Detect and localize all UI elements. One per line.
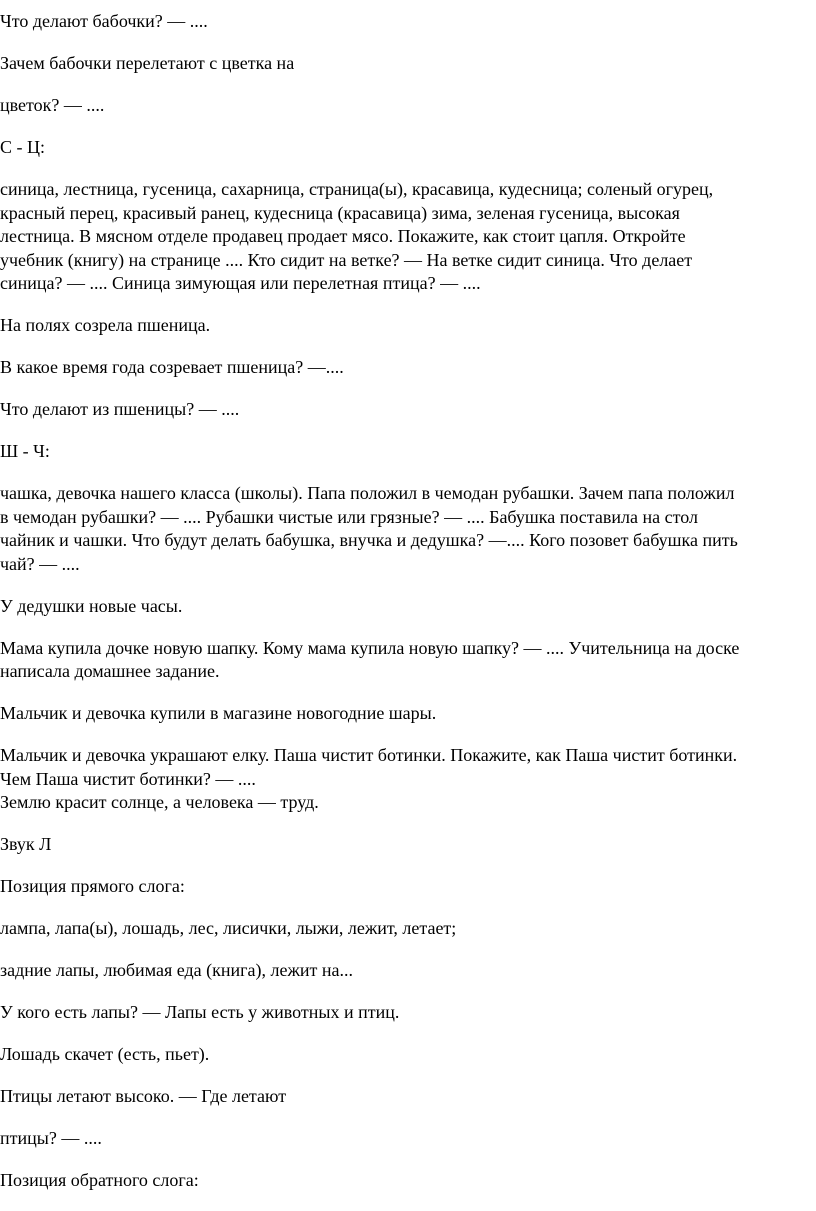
paragraph-l-words bbox=[0, 917, 790, 941]
text-line: в чемодан рубашки? — .... Рубашки чистые или грязные? — .... Бабушка поставила на стол bbox=[0, 506, 698, 527]
text-line: написала домашнее задание. bbox=[0, 661, 220, 681]
text-line: синица, лестница, гусеница, сахарница, страница(ы), красавица, кудесница; соленый огурец, bbox=[0, 179, 714, 199]
paragraph-s-ts-words bbox=[0, 178, 790, 296]
text-line: Звук Л bbox=[0, 834, 52, 854]
text-line: Мальчик и девочка купили в магазине новогодние шары. bbox=[0, 703, 437, 723]
paragraph-paws bbox=[0, 1001, 790, 1025]
text-line: лампа, лапа(ы), лошадь, лес, лисички, лыжи, лежит, летает; bbox=[0, 918, 457, 938]
paragraph-sh-ch-words bbox=[0, 482, 790, 576]
paragraph-direct-syllable bbox=[0, 875, 790, 899]
text-line: учебник (книгу) на странице .... Кто сидит на ветке? — На ветке сидит синица. Что делает bbox=[0, 249, 693, 270]
text-line: Лошадь скачет (есть, пьет). bbox=[0, 1044, 210, 1064]
document-body bbox=[0, 10, 790, 1211]
text-line: Зачем бабочки перелетают с цветка на bbox=[0, 53, 295, 73]
text-line: Чем Паша чистит ботинки? — .... bbox=[0, 768, 256, 789]
text-line: чашка, девочка нашего класса (школы). Папа положил в чемодан рубашки. Зачем папа положил bbox=[0, 483, 735, 503]
text-line: Что делают из пшеницы? — .... bbox=[0, 399, 240, 419]
paragraph-mom-hat bbox=[0, 637, 790, 684]
text-line: У кого есть лапы? — Лапы есть у животных и птиц. bbox=[0, 1002, 400, 1022]
paragraph-flower-question bbox=[0, 94, 790, 118]
text-line: На полях созрела пшеница. bbox=[0, 315, 211, 335]
text-line: С - Ц: bbox=[0, 137, 45, 157]
paragraph-tree-boots bbox=[0, 744, 790, 815]
paragraph-grandpa-clock bbox=[0, 595, 790, 619]
text-line: В какое время года созревает пшеница? —.... bbox=[0, 357, 344, 377]
section-heading-sound-l bbox=[0, 833, 790, 857]
text-line: лестница. В мясном отделе продавец продает мясо. Покажите, как стоит цапля. Откройте bbox=[0, 226, 686, 246]
text-line: Мальчик и девочка украшают елку. Паша чистит ботинки. Покажите, как Паша чистит ботинки. bbox=[0, 745, 738, 765]
paragraph-reverse-syllable bbox=[0, 1169, 790, 1193]
text-line: синица? — .... Синица зимующая или перелетная птица? — .... bbox=[0, 273, 481, 293]
paragraph-birds-fly bbox=[0, 1085, 790, 1109]
text-line: Позиция обратного слога: bbox=[0, 1170, 199, 1190]
text-line: чайник и чашки. Что будут делать бабушка, внучка и дедушка? —.... Кого позовет бабушка пить bbox=[0, 530, 738, 550]
section-heading-sh-ch bbox=[0, 440, 790, 464]
paragraph-new-year-balls bbox=[0, 702, 790, 726]
text-line: Что делают бабочки? — .... bbox=[0, 11, 208, 31]
paragraph-why-butterflies bbox=[0, 52, 790, 76]
paragraph-horse bbox=[0, 1043, 790, 1067]
text-line: Позиция прямого слога: bbox=[0, 876, 185, 896]
text-line: красный перец, красивый ранец, кудесница (красавица) зима, зеленая гусеница, высокая bbox=[0, 202, 680, 223]
paragraph-butterflies-question bbox=[0, 10, 790, 34]
text-line: цветок? — .... bbox=[0, 95, 105, 115]
text-line: Мама купила дочке новую шапку. Кому мама купила новую шапку? — .... Учительница на доске bbox=[0, 637, 740, 658]
text-line: Ш - Ч: bbox=[0, 441, 50, 461]
paragraph-wheat-products bbox=[0, 398, 790, 422]
text-line: птицы? — .... bbox=[0, 1128, 102, 1148]
paragraph-l-phrases bbox=[0, 959, 790, 983]
paragraph-wheat-season bbox=[0, 356, 790, 380]
section-heading-s-ts bbox=[0, 136, 790, 160]
paragraph-wheat bbox=[0, 314, 790, 338]
paragraph-birds-question bbox=[0, 1127, 790, 1151]
text-line: задние лапы, любимая еда (книга), лежит на... bbox=[0, 960, 354, 980]
text-line: Землю красит солнце, а человека — труд. bbox=[0, 792, 319, 812]
text-line: Птицы летают высоко. — Где летают bbox=[0, 1086, 287, 1106]
text-line: чай? — .... bbox=[0, 553, 80, 574]
text-line: У дедушки новые часы. bbox=[0, 595, 183, 616]
